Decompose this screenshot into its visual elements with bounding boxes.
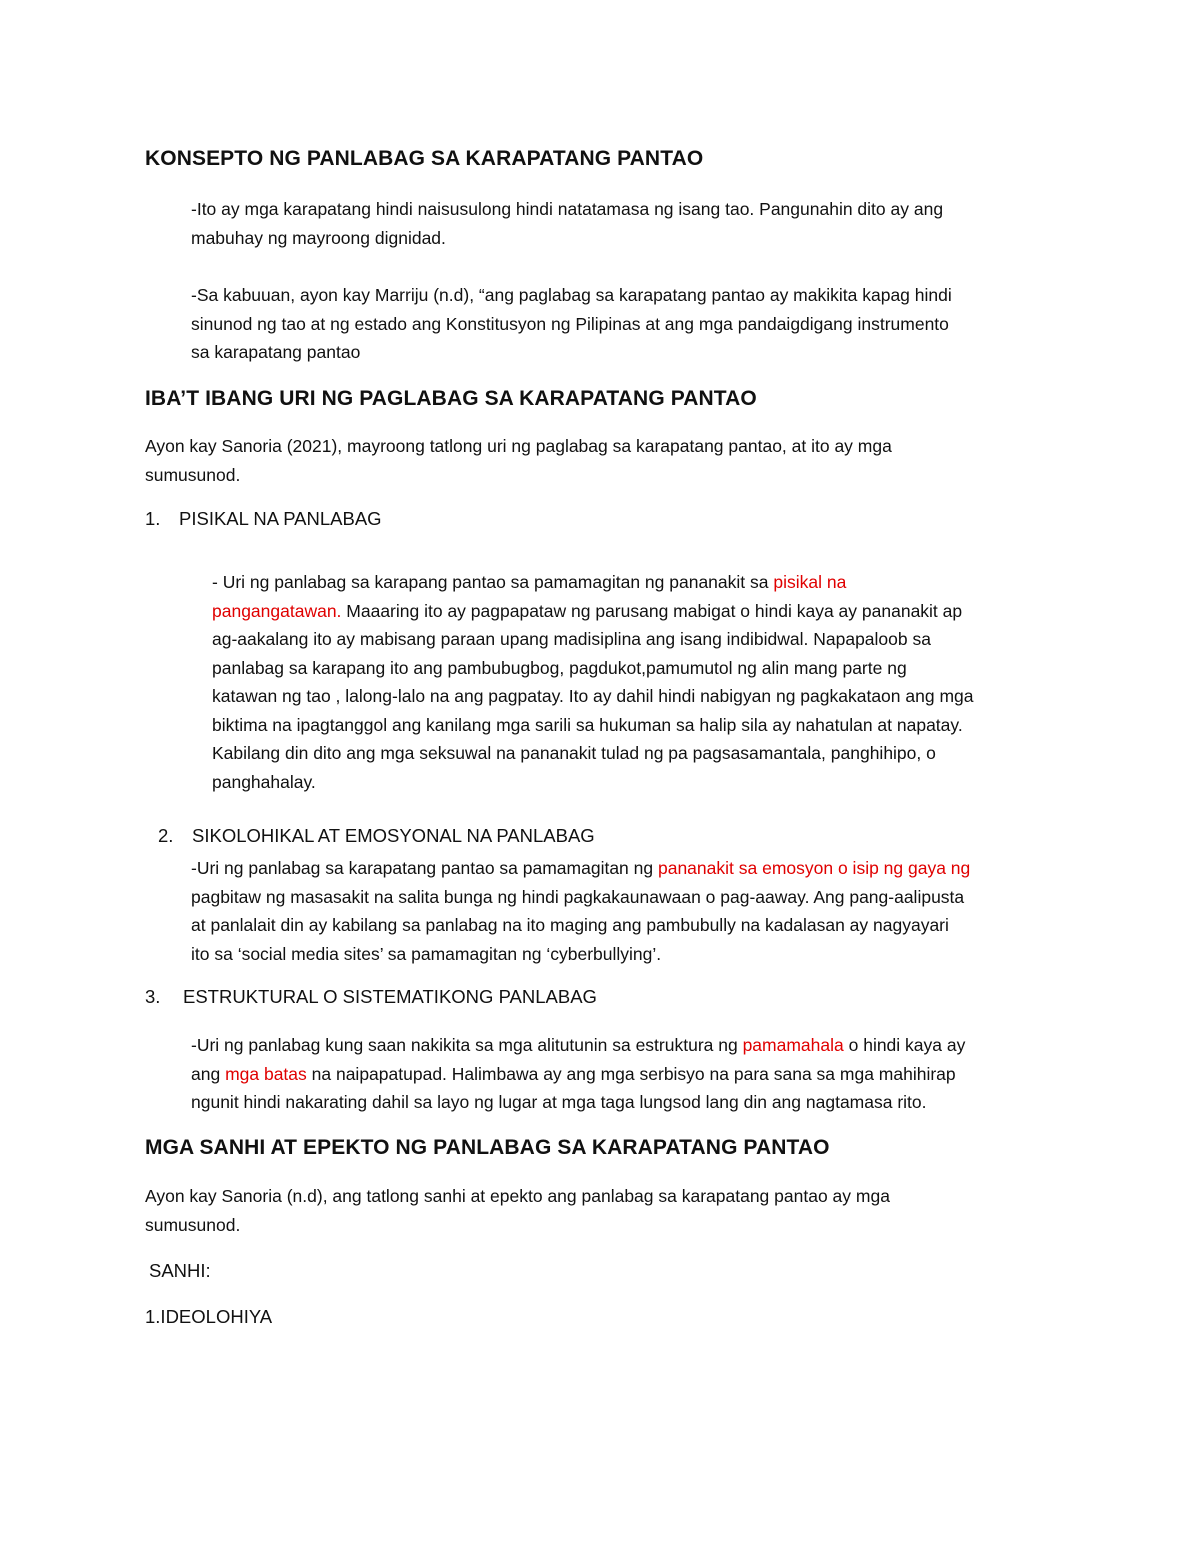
text-segment: na naipapatupad. Halimbawa ay ang mga serbisyo na para sana sa mga mahihirap (306, 1063, 956, 1084)
list-item-sikolohikal (158, 825, 595, 847)
text-line: pagbitaw ng masasakit na salita bunga ng hindi pagkakaunawaan o pag-aaway. Ang pang-aalipusta (191, 886, 965, 907)
sanhi-item-ideolohiya: 1.IDEOLOHIYA (145, 1306, 273, 1327)
heading-sanhi-epekto: MGA SANHI AT EPEKTO NG PANLABAG SA KARAPATANG PANTAO (145, 1136, 830, 1159)
paragraph-konsepto-2 (191, 281, 952, 367)
list-number: 1. (145, 508, 161, 529)
text-line: Kabilang din dito ang mga seksuwal na pananakit tulad ng pa pagsasamantala, panghihipo, o (212, 743, 936, 763)
text-line: biktima na ipagtanggol ang kanilang mga sarili sa hukuman sa halip sila ay nahatulan at napatay. (212, 714, 963, 735)
heading-konsepto: KONSEPTO NG PANLABAG SA KARAPATANG PANTAO (145, 147, 704, 170)
text-line: sinunod ng tao at ng estado ang Konstitusyon ng Pilipinas at ang mga pandaigdigang instrumento (191, 313, 949, 334)
text-line (212, 568, 974, 597)
text-segment: -Uri ng panlabag sa karapatang pantao sa pamamagitan ng (191, 858, 658, 878)
text-line: at panlalait din ay kabilang sa panlabag na ito maging ang pambubully na kadalasan ay nagyayari (191, 915, 949, 935)
paragraph-sikolohikal (191, 854, 970, 968)
sanhi-label: SANHI: (149, 1260, 211, 1281)
paragraph-sanhi-intro (145, 1182, 890, 1239)
text-line (212, 597, 974, 626)
text-line: ngunit hindi nakarating dahil sa layo ng lugar at mga taga lungsod lang din ang nagtamasa rito. (191, 1092, 927, 1112)
list-number: 2. (158, 825, 174, 846)
text-line: sa karapatang pantao (191, 342, 361, 362)
list-label: SIKOLOHIKAL AT EMOSYONAL NA PANLABAG (192, 825, 595, 846)
text-segment: - Uri ng panlabag sa karapang pantao sa pamamagitan ng pananakit sa (212, 572, 774, 592)
text-line: Ayon kay Sanoria (2021), mayroong tatlong uri ng paglabag sa karapatang pantao, at ito ay mga (145, 436, 892, 456)
paragraph-uri-intro (145, 432, 892, 489)
text-line: sumusunod. (145, 1214, 241, 1235)
text-line: -Ito ay mga karapatang hindi naisusulong hindi natatamasa ng isang tao. Pangunahin dito ay ang (191, 199, 944, 219)
highlight-text: pamamahala (742, 1035, 844, 1055)
paragraph-estruktural (191, 1031, 965, 1117)
list-item-pisikal (145, 508, 382, 530)
paragraph-konsepto-1 (191, 195, 943, 252)
paragraph-pisikal (212, 568, 974, 796)
text-line (191, 1060, 965, 1089)
text-line: mabuhay ng mayroong dignidad. (191, 227, 446, 248)
text-line: ag-aakalang ito ay mabisang paraan upang madisiplina ang isang indibidwal. Napapaloob sa (212, 629, 931, 649)
text-segment: ang (191, 1063, 226, 1084)
list-number: 3. (145, 986, 161, 1007)
text-line: panghahalay. (212, 771, 316, 792)
text-line: sumusunod. (145, 464, 241, 485)
text-segment: -Uri ng panlabag kung saan nakikita sa mga alitutunin sa estruktura ng (191, 1035, 743, 1055)
highlight-text: mga batas (225, 1063, 307, 1084)
heading-uri: IBA’T IBANG URI NG PAGLABAG SA KARAPATANG PANTAO (145, 387, 757, 410)
text-line: ito sa ‘social media sites’ sa pamamagitan ng ‘cyberbullying’. (191, 943, 662, 964)
text-line: panlabag sa karapang ito ang pambubugbog, pagdukot,pamumutol ng alin mang parte ng (212, 657, 907, 678)
list-item-estruktural (145, 986, 597, 1008)
text-line: -Sa kabuuan, ayon kay Marriju (n.d), “ang paglabag sa karapatang pantao ay makikita kapag hindi (191, 285, 952, 305)
text-line: Ayon kay Sanoria (n.d), ang tatlong sanhi at epekto ang panlabag sa karapatang pantao ay mga (145, 1186, 890, 1206)
highlight-text: pangangatawan. (212, 600, 342, 621)
text-line (191, 1031, 965, 1060)
list-label: ESTRUKTURAL O SISTEMATIKONG PANLABAG (183, 986, 597, 1007)
text-line: katawan ng tao , lalong-lalo na ang pagpatay. Ito ay dahil hindi nabigyan ng pagkakataon ang mga (212, 686, 974, 706)
text-line (191, 854, 970, 883)
highlight-text: pananakit sa emosyon o isip ng gaya ng (657, 858, 971, 878)
text-segment: o hindi kaya ay (843, 1035, 966, 1055)
text-segment: Maaaring ito ay pagpapataw ng parusang mabigat o hindi kaya ay pananakit ap (341, 600, 963, 621)
highlight-text: pisikal na (773, 572, 847, 592)
list-label: PISIKAL NA PANLABAG (179, 508, 382, 529)
